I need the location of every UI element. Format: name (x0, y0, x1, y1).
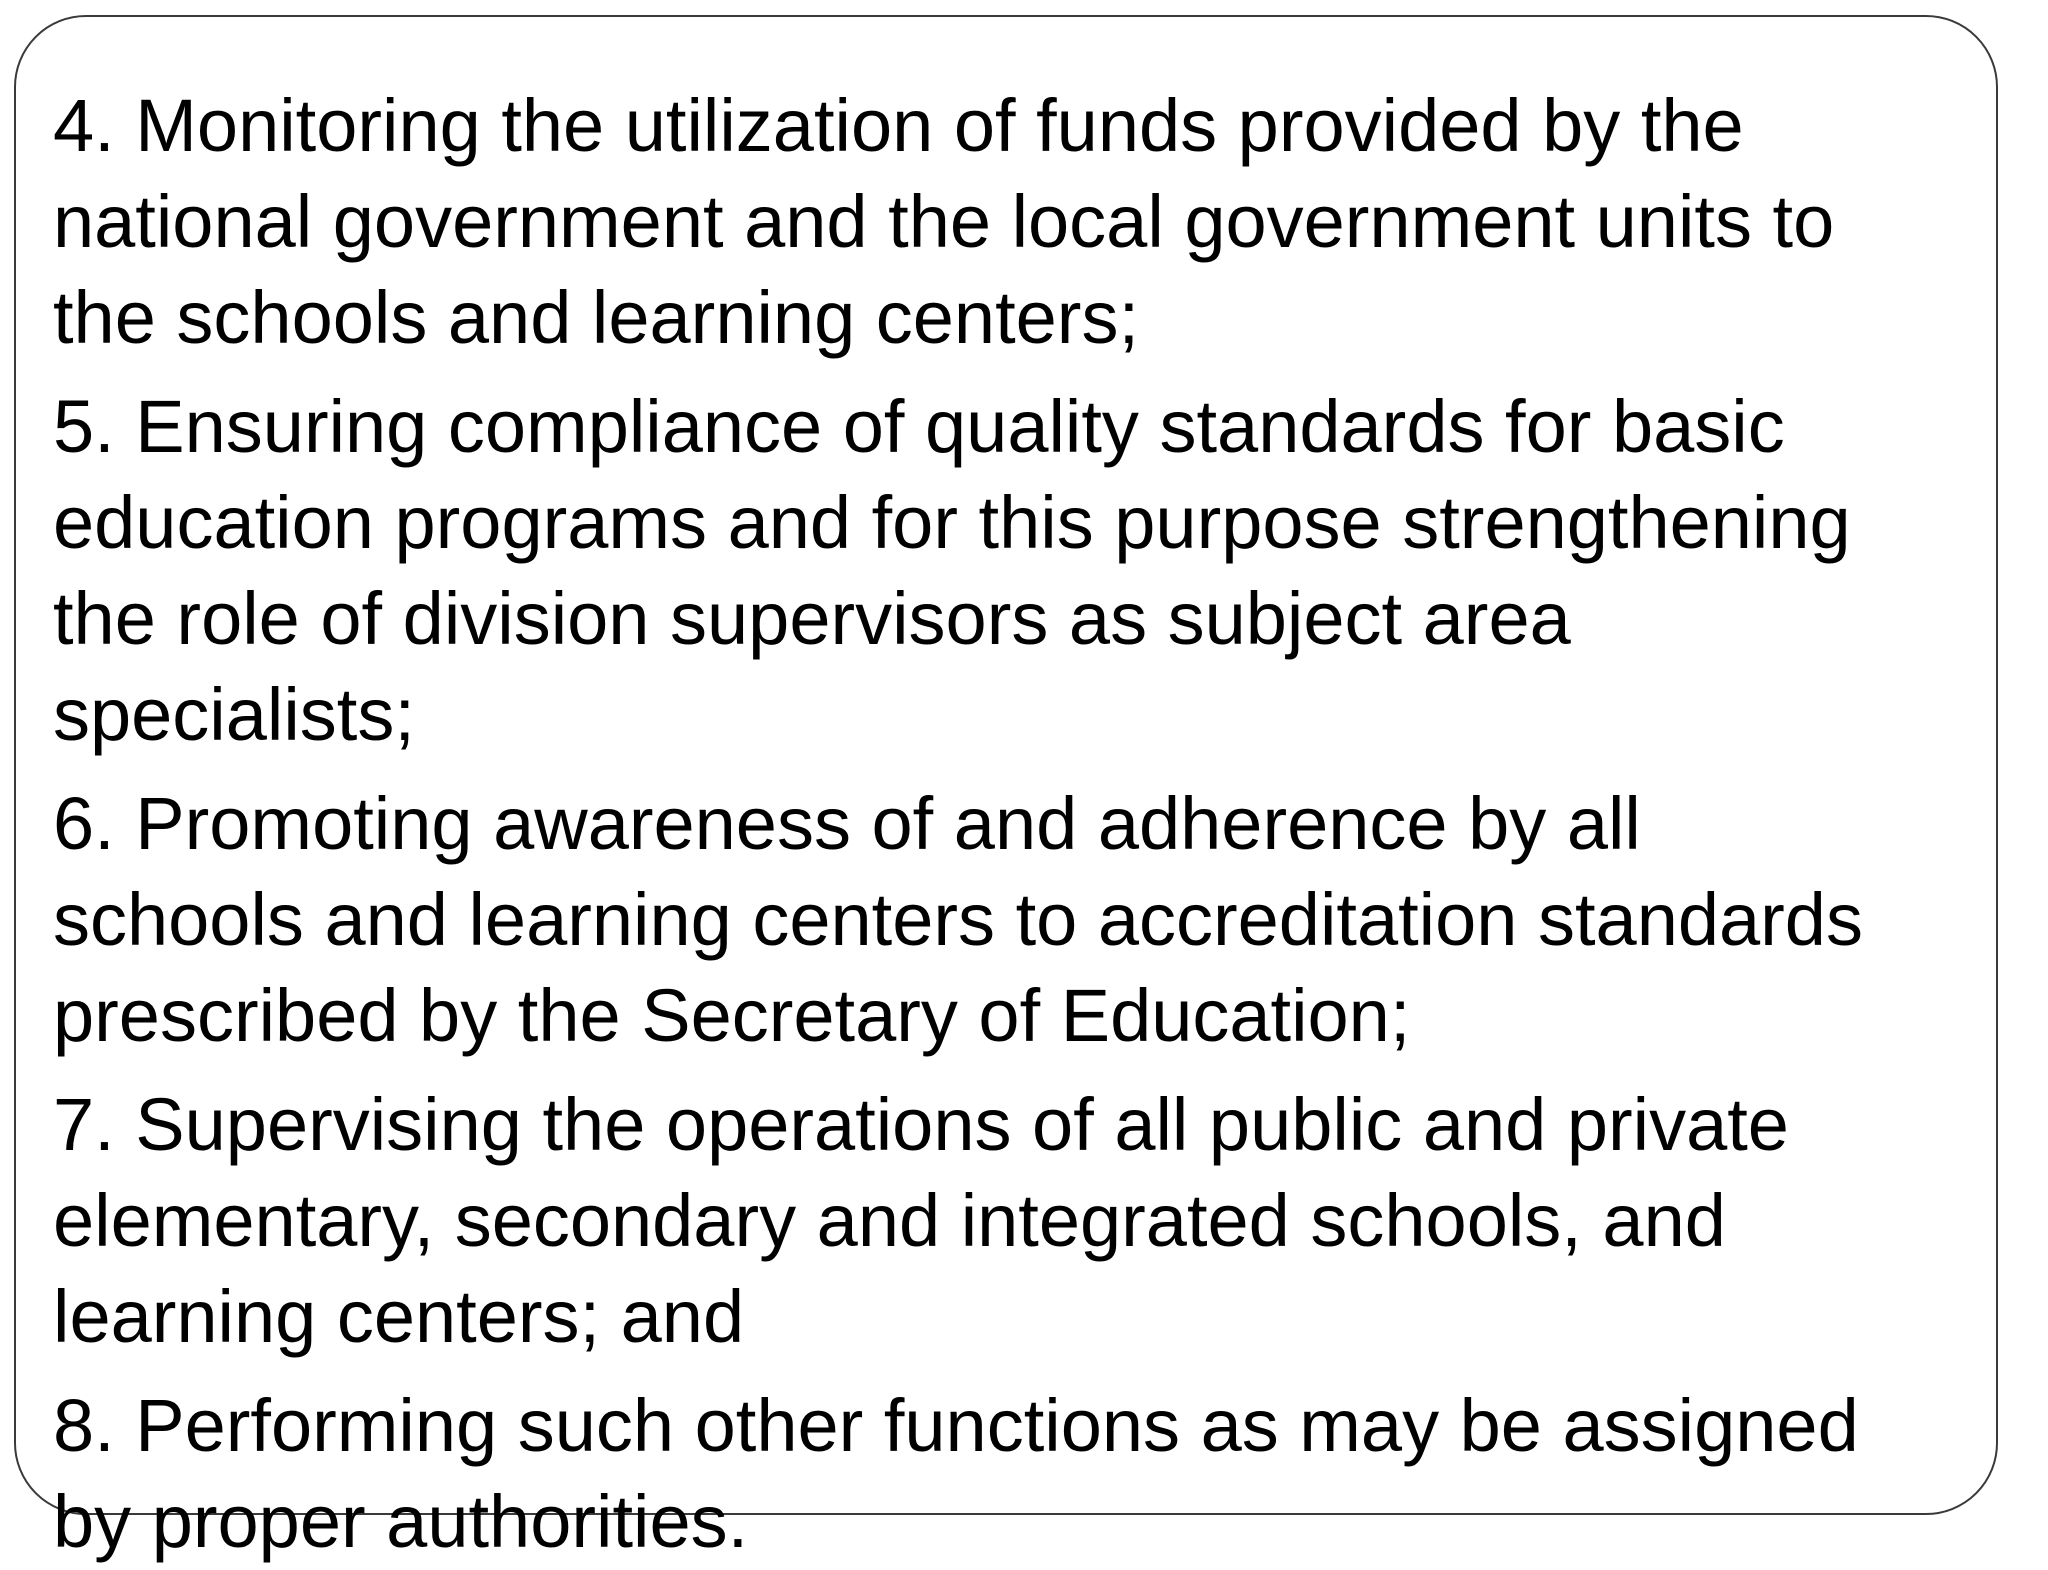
list-item-line: education programs and for this purpose strengthening (53, 481, 1851, 564)
list-item-line: the role of division supervisors as subject area (53, 577, 1571, 660)
list-item-line: elementary, secondary and integrated schools, and (53, 1179, 1726, 1262)
list-item-line: 4. Monitoring the utilization of funds provided by the (53, 84, 1744, 167)
list-item-line: 8. Performing such other functions as may be assigned (53, 1384, 1859, 1467)
list-item (53, 776, 2028, 1064)
list-item-line: learning centers; and (53, 1275, 745, 1358)
list-item-line: 7. Supervising the operations of all public and private (53, 1083, 1789, 1166)
list-item-line: 5. Ensuring compliance of quality standards for basic (53, 385, 1785, 468)
list-item-line: national government and the local government units to (53, 180, 1835, 263)
list-item (53, 78, 2028, 366)
list-item-line: specialists; (53, 673, 415, 756)
list-item-line: prescribed by the Secretary of Education; (53, 974, 1411, 1057)
list-item-line: the schools and learning centers; (53, 276, 1140, 359)
list-item (53, 1378, 2028, 1570)
list-item (53, 379, 2028, 763)
list-item-line: by proper authorities. (53, 1480, 749, 1563)
list-item-line: schools and learning centers to accreditation standards (53, 878, 1863, 961)
functions-list (53, 78, 2028, 1570)
list-item-line: 6. Promoting awareness of and adherence by all (53, 782, 1641, 865)
list-item (53, 1077, 2028, 1365)
